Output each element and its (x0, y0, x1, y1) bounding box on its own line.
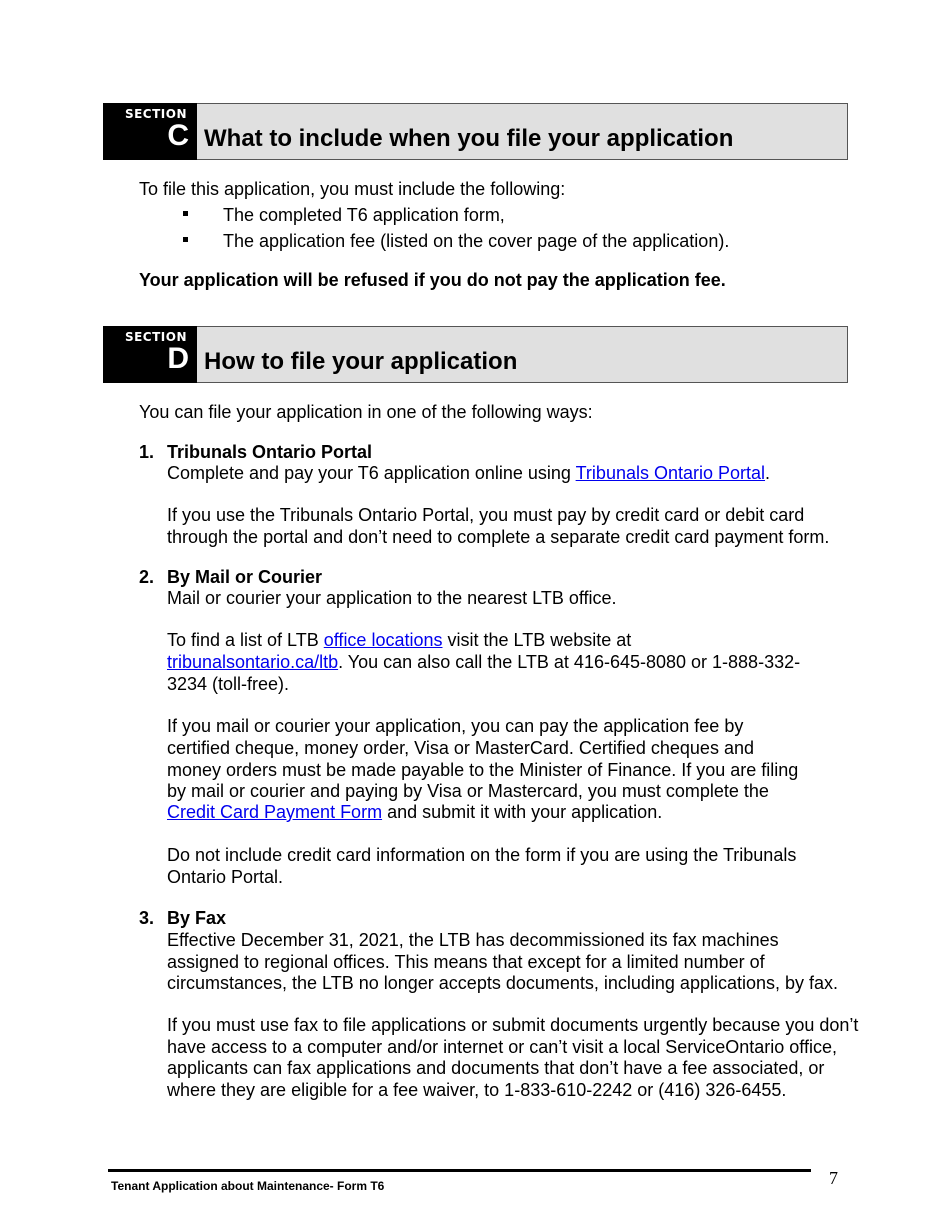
fee-warning: Your application will be refused if you do not pay the application fee. (139, 270, 726, 290)
section-d-title: How to file your application (204, 348, 518, 375)
item-3-para2-line: If you must use fax to file applications or submit documents urgently because you don’t (167, 1015, 859, 1035)
item-3-para2-line: applicants can fax applications and documents that don’t have a fee associated, or (167, 1058, 825, 1078)
item-1-number: 1. (139, 442, 155, 462)
item-2-find-line (167, 629, 631, 651)
item-1-para2-line: through the portal and don’t need to complete a separate credit card payment form. (167, 527, 830, 547)
section-d-tab (103, 326, 197, 383)
section-c-letter: C (167, 119, 189, 152)
item-3-number: 3. (139, 908, 155, 928)
bullet-marker-icon (183, 237, 188, 242)
item-3-para2-line: where they are eligible for a fee waiver, to 1-833-610-2242 or (416) 326-6455. (167, 1080, 787, 1100)
item-1-line1 (167, 462, 770, 484)
item-1-period: . (765, 463, 771, 483)
footer-form-name: Tenant Application about Maintenance- Form T6 (111, 1179, 385, 1193)
item-2-heading: By Mail or Courier (167, 567, 323, 587)
item-2-site-line3: 3234 (toll-free). (167, 674, 290, 694)
find-text: To find a list of LTB (167, 630, 324, 650)
item-3-para1-line: assigned to regional offices. This means that except for a limited number of (167, 952, 765, 972)
section-c-word: SECTION (124, 107, 187, 121)
office-locations-link[interactable]: office locations (323, 630, 443, 650)
item-2-donot-line: Do not include credit card information on the form if you are using the Tribunals (167, 845, 797, 865)
form-after-text: and submit it with your application. (382, 802, 663, 822)
item-3-para1-line: Effective December 31, 2021, the LTB has decommissioned its fax machines (167, 930, 779, 950)
section-c-intro: To file this application, you must include the following: (139, 179, 566, 199)
item-3-para1-line: circumstances, the LTB no longer accepts documents, including applications, by fax. (167, 973, 839, 993)
item-2-pay-line: money orders must be made payable to the Minister of Finance. If you are filing (167, 760, 799, 780)
item-3-heading: By Fax (167, 908, 227, 928)
item-2-pay-line: certified cheque, money order, Visa or MasterCard. Certified cheques and (167, 738, 754, 758)
section-c-header (103, 103, 848, 160)
list-item: The completed T6 application form, (223, 205, 505, 225)
item-3-para2-line: have access to a computer and/or internet or can’t visit a local ServiceOntario office, (167, 1037, 837, 1057)
ltb-website-link[interactable]: tribunalsontario.ca/ltb (167, 652, 339, 672)
section-c-title: What to include when you file your application (204, 125, 734, 152)
tribunals-portal-link[interactable]: Tribunals Ontario Portal (575, 463, 766, 483)
item-2-pay-line: by mail or courier and paying by Visa or Mastercard, you must complete the (167, 781, 769, 801)
item-2-form-line (167, 801, 662, 823)
item-2-site-line (167, 651, 800, 673)
find-after-text: visit the LTB website at (442, 630, 632, 650)
item-1-text: Complete and pay your T6 application online using (167, 463, 576, 483)
section-c-tab (103, 103, 197, 160)
item-2-line1: Mail or courier your application to the nearest LTB office. (167, 588, 617, 608)
section-d-header (103, 326, 848, 383)
page-number: 7 (829, 1168, 838, 1188)
item-2-pay-line: If you mail or courier your application, you can pay the application fee by (167, 716, 744, 736)
bullet-marker-icon (183, 211, 188, 216)
section-d-letter: D (167, 342, 189, 375)
section-d-word: SECTION (124, 330, 187, 344)
item-1-heading: Tribunals Ontario Portal (167, 442, 373, 462)
footer-rule (108, 1169, 811, 1172)
site-after-text: . You can also call the LTB at 416-645-8080 or 1-888-332- (338, 652, 801, 672)
item-2-number: 2. (139, 567, 155, 587)
credit-card-form-link[interactable]: Credit Card Payment Form (167, 802, 383, 822)
section-d-intro: You can file your application in one of the following ways: (139, 402, 593, 422)
item-1-para2-line: If you use the Tribunals Ontario Portal, you must pay by credit card or debit card (167, 505, 805, 525)
item-2-donot-line: Ontario Portal. (167, 867, 284, 887)
list-item: The application fee (listed on the cover page of the application). (223, 231, 730, 251)
